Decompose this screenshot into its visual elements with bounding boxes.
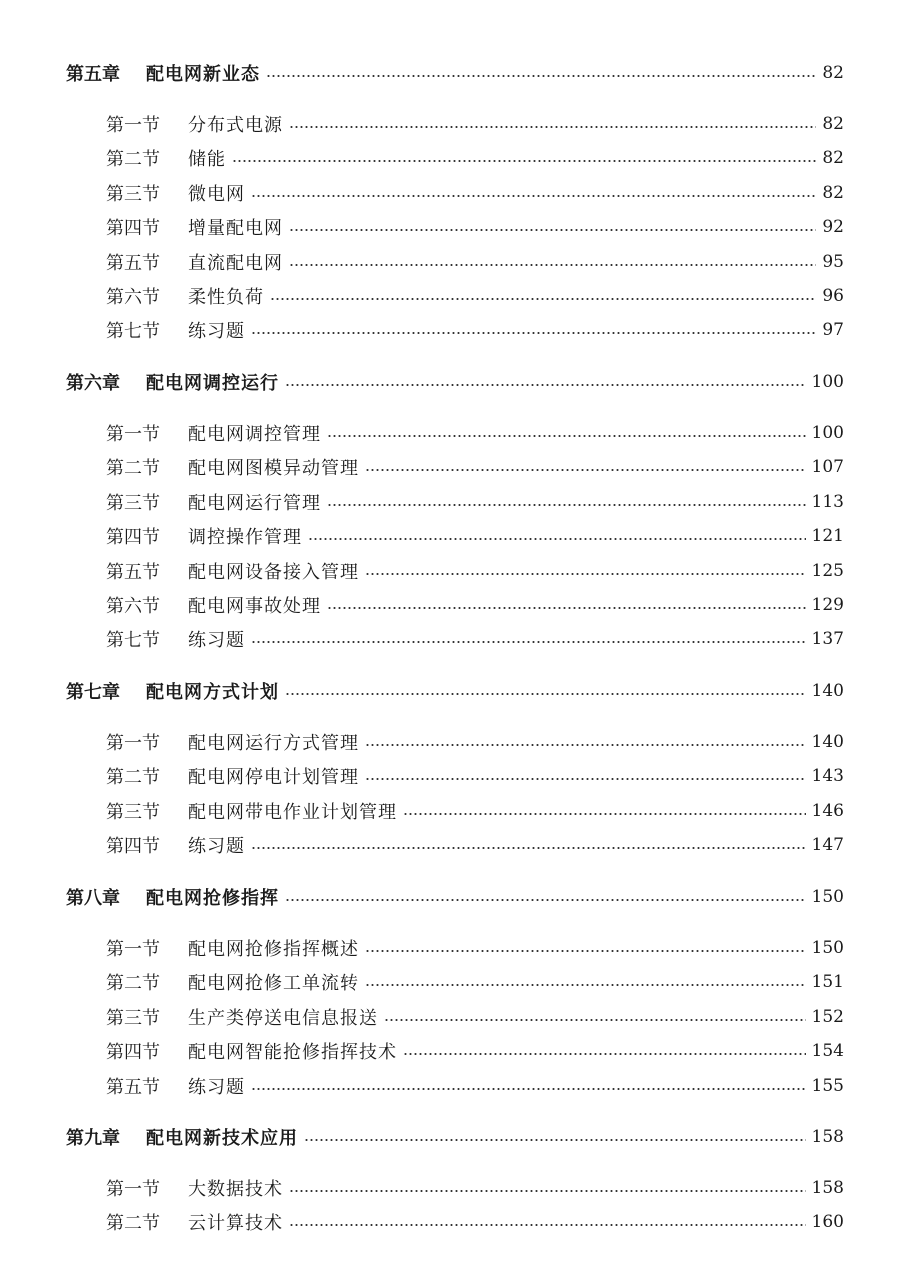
dot-leader <box>365 950 806 952</box>
page-number: 140 <box>811 732 844 752</box>
page-number: 113 <box>811 491 844 512</box>
page-number: 152 <box>811 1006 844 1027</box>
section-number: 第一节 <box>106 1179 160 1200</box>
page-number: 154 <box>811 1041 844 1062</box>
section-number: 第二节 <box>106 973 160 995</box>
page-number: 95 <box>822 251 844 272</box>
dot-leader <box>365 573 806 575</box>
section-number: 第三节 <box>106 183 160 205</box>
toc-section-row[interactable] <box>0 796 912 826</box>
section-number: 第一节 <box>106 939 160 960</box>
section-title: 练习题 <box>188 630 245 652</box>
chapter-number: 第六章 <box>66 373 120 394</box>
section-title: 生产类停送电信息报送 <box>188 1007 378 1029</box>
dot-leader <box>289 264 816 266</box>
section-number: 第二节 <box>106 149 160 171</box>
toc-section-row[interactable] <box>0 143 912 173</box>
section-title: 练习题 <box>188 836 245 858</box>
section-title: 配电网抢修工单流转 <box>188 973 359 995</box>
toc-section-row[interactable] <box>0 830 912 860</box>
section-title: 配电网调控管理 <box>188 424 321 445</box>
dot-leader <box>327 435 806 437</box>
toc-section-row[interactable] <box>0 1002 912 1032</box>
section-title: 配电网运行管理 <box>188 492 321 514</box>
toc-section-row[interactable] <box>0 178 912 208</box>
section-title: 配电网带电作业计划管理 <box>188 801 397 823</box>
chapter-number: 第五章 <box>66 64 120 85</box>
chapter-title: 配电网方式计划 <box>146 682 279 703</box>
toc-section-row[interactable] <box>0 315 912 345</box>
section-number: 第三节 <box>106 1007 160 1029</box>
toc-section-row[interactable] <box>0 761 912 791</box>
section-title: 分布式电源 <box>188 115 283 136</box>
chapter-title: 配电网新技术应用 <box>146 1128 298 1149</box>
toc-chapter-row[interactable] <box>0 58 912 88</box>
toc-section-row[interactable] <box>0 1173 912 1203</box>
section-title: 云计算技术 <box>188 1213 283 1235</box>
chapter-number: 第八章 <box>66 888 120 909</box>
page-number: 82 <box>822 182 844 203</box>
dot-leader <box>289 126 816 128</box>
section-number: 第五节 <box>106 1076 160 1098</box>
page-number: 82 <box>822 148 844 169</box>
page-number: 92 <box>822 217 844 238</box>
page-number: 82 <box>822 63 844 83</box>
chapter-number: 第九章 <box>66 1128 120 1149</box>
toc-section-row[interactable] <box>0 487 912 517</box>
dot-leader <box>365 984 806 986</box>
dot-leader <box>285 899 806 901</box>
dot-leader <box>251 847 806 849</box>
section-number: 第六节 <box>106 287 160 308</box>
section-number: 第五节 <box>106 561 160 583</box>
section-title: 配电网抢修指挥概述 <box>188 939 359 960</box>
page-number: 107 <box>811 457 844 478</box>
section-title: 储能 <box>188 149 226 171</box>
page-number: 151 <box>811 972 844 993</box>
section-title: 练习题 <box>188 321 245 343</box>
section-number: 第四节 <box>106 836 160 858</box>
dot-leader <box>232 160 816 162</box>
page-number: 150 <box>811 938 844 958</box>
section-title: 配电网事故处理 <box>188 596 321 617</box>
dot-leader <box>289 1224 806 1226</box>
page-number: 160 <box>811 1212 844 1233</box>
dot-leader <box>266 75 816 77</box>
page-number: 129 <box>811 595 844 615</box>
dot-leader <box>251 195 816 197</box>
section-number: 第七节 <box>106 630 160 652</box>
dot-leader <box>308 538 806 540</box>
section-number: 第一节 <box>106 424 160 445</box>
toc-section-row[interactable] <box>0 281 912 311</box>
section-title: 练习题 <box>188 1076 245 1098</box>
toc-section-row[interactable] <box>0 212 912 242</box>
chapter-title: 配电网新业态 <box>146 64 260 85</box>
page-number: 82 <box>822 114 844 134</box>
toc-section-row[interactable] <box>0 452 912 482</box>
page-number: 137 <box>811 629 844 650</box>
section-number: 第三节 <box>106 492 160 514</box>
section-title: 配电网图模异动管理 <box>188 458 359 480</box>
dot-leader <box>251 332 816 334</box>
toc-chapter-row[interactable] <box>0 676 912 706</box>
page-number: 100 <box>811 372 844 392</box>
section-number: 第五节 <box>106 252 160 274</box>
section-number: 第三节 <box>106 801 160 823</box>
dot-leader <box>270 298 816 300</box>
section-title: 配电网停电计划管理 <box>188 767 359 789</box>
toc-section-row[interactable] <box>0 1207 912 1237</box>
toc-chapter-row[interactable] <box>0 1122 912 1152</box>
toc-section-row[interactable] <box>0 109 912 139</box>
section-title: 配电网运行方式管理 <box>188 733 359 754</box>
section-number: 第二节 <box>106 458 160 480</box>
toc-section-row[interactable] <box>0 967 912 997</box>
section-number: 第四节 <box>106 218 160 240</box>
page-number: 125 <box>811 560 844 581</box>
section-title: 调控操作管理 <box>188 527 302 549</box>
section-number: 第一节 <box>106 733 160 754</box>
section-title: 直流配电网 <box>188 252 283 274</box>
page-number: 158 <box>811 1127 844 1147</box>
page-number: 121 <box>811 526 844 547</box>
toc-section-row[interactable] <box>0 247 912 277</box>
toc-section-row[interactable] <box>0 418 912 448</box>
dot-leader <box>251 641 806 643</box>
chapter-number: 第七章 <box>66 682 120 703</box>
dot-leader <box>304 1139 806 1141</box>
toc-section-row[interactable] <box>0 590 912 620</box>
page-number: 150 <box>811 887 844 907</box>
page-number: 158 <box>811 1178 844 1198</box>
section-number: 第一节 <box>106 115 160 136</box>
dot-leader <box>365 469 806 471</box>
page-number: 155 <box>811 1075 844 1096</box>
page-number: 140 <box>811 681 844 701</box>
toc-section-row[interactable] <box>0 521 912 551</box>
section-number: 第二节 <box>106 767 160 789</box>
page-number: 143 <box>811 766 844 787</box>
section-title: 柔性负荷 <box>188 287 264 308</box>
dot-leader <box>251 1088 806 1090</box>
dot-leader <box>289 1190 806 1192</box>
section-title: 微电网 <box>188 183 245 205</box>
page-number: 96 <box>822 286 844 306</box>
dot-leader <box>289 229 816 231</box>
toc-section-row[interactable] <box>0 727 912 757</box>
section-number: 第二节 <box>106 1213 160 1235</box>
page-number: 146 <box>811 800 844 821</box>
toc-section-row[interactable] <box>0 556 912 586</box>
toc-section-row[interactable] <box>0 1071 912 1101</box>
dot-leader <box>365 778 806 780</box>
section-number: 第七节 <box>106 321 160 343</box>
section-number: 第六节 <box>106 596 160 617</box>
page-number: 100 <box>811 423 844 443</box>
page-number: 147 <box>811 835 844 856</box>
toc-section-row[interactable] <box>0 933 912 963</box>
chapter-title: 配电网调控运行 <box>146 373 279 394</box>
toc-chapter-row[interactable] <box>0 882 912 912</box>
section-title: 大数据技术 <box>188 1179 283 1200</box>
dot-leader <box>403 813 806 815</box>
section-title: 配电网设备接入管理 <box>188 561 359 583</box>
page-number: 97 <box>822 320 844 341</box>
toc-section-row[interactable] <box>0 1036 912 1066</box>
section-number: 第四节 <box>106 527 160 549</box>
dot-leader <box>403 1053 806 1055</box>
toc-section-row[interactable] <box>0 624 912 654</box>
dot-leader <box>327 607 806 609</box>
section-number: 第四节 <box>106 1042 160 1064</box>
section-title: 配电网智能抢修指挥技术 <box>188 1042 397 1064</box>
dot-leader <box>327 504 806 506</box>
chapter-title: 配电网抢修指挥 <box>146 888 279 909</box>
section-title: 增量配电网 <box>188 218 283 240</box>
dot-leader <box>285 384 806 386</box>
dot-leader <box>384 1019 806 1021</box>
toc-chapter-row[interactable] <box>0 367 912 397</box>
dot-leader <box>365 744 806 746</box>
dot-leader <box>285 693 806 695</box>
